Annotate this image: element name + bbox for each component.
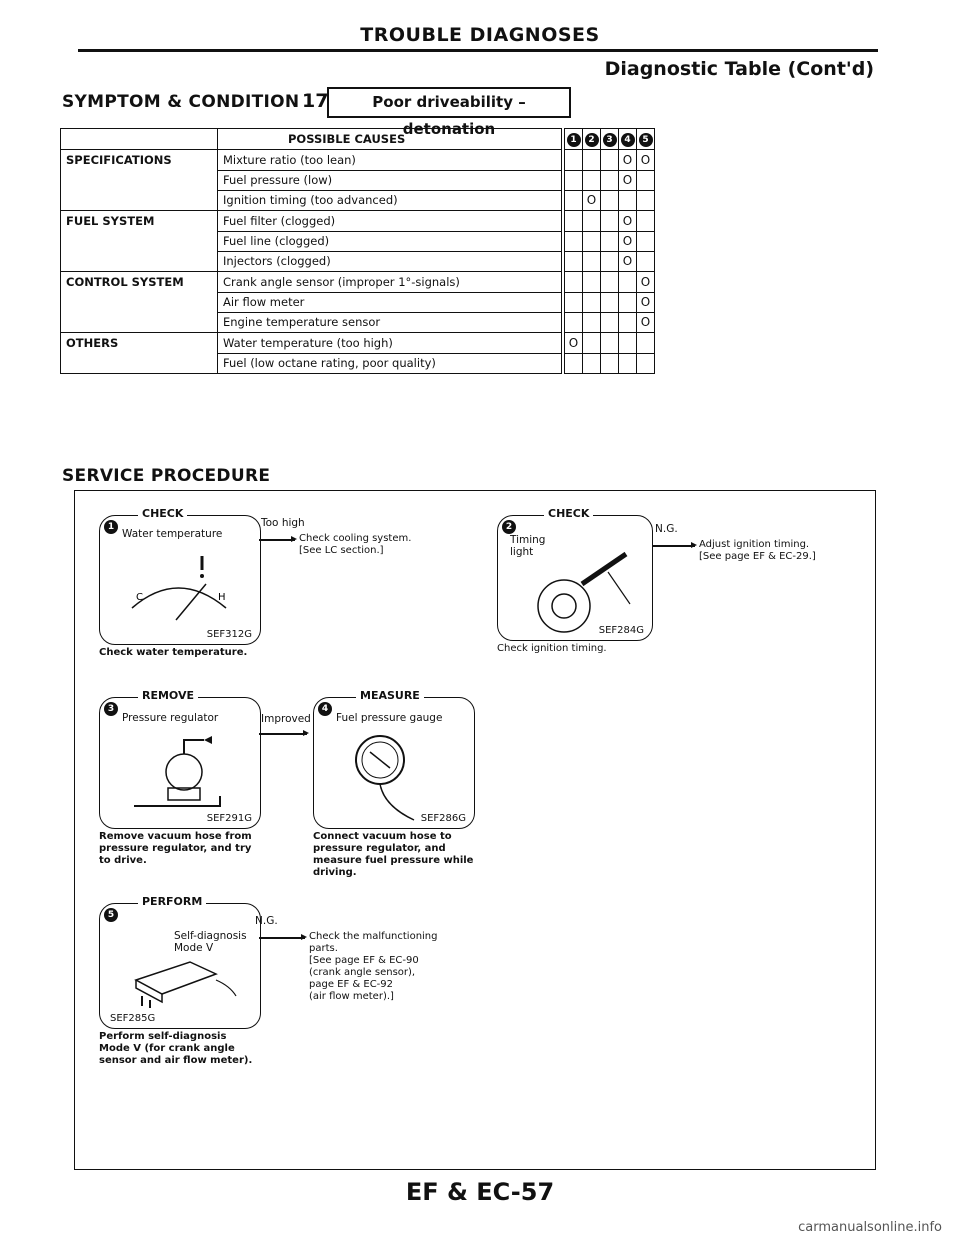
step-2-number-badge: 2 bbox=[502, 520, 516, 534]
table-row bbox=[61, 170, 655, 190]
check-cell bbox=[601, 312, 619, 333]
check-cell bbox=[583, 312, 601, 333]
table-row bbox=[61, 312, 655, 333]
step-column-header bbox=[619, 129, 637, 150]
step-1-caption: Check water temperature. bbox=[99, 647, 248, 658]
check-cell bbox=[601, 231, 619, 251]
header-rule bbox=[78, 49, 878, 52]
gauge-h-label: H bbox=[218, 592, 226, 603]
check-cell: O bbox=[619, 251, 637, 272]
step-5-arrow bbox=[259, 937, 305, 939]
procedure-frame bbox=[74, 490, 876, 1170]
procedure-title: SERVICE PROCEDURE bbox=[62, 466, 271, 486]
table-row bbox=[61, 190, 655, 211]
check-cell bbox=[619, 272, 637, 293]
page-header-title: TROUBLE DIAGNOSES bbox=[360, 24, 600, 46]
check-cell bbox=[637, 211, 655, 232]
step-1-action: CHECK bbox=[138, 507, 187, 520]
fuel-pressure-gauge-icon bbox=[334, 726, 454, 822]
step-1-number-badge: 1 bbox=[104, 520, 118, 534]
check-cell bbox=[619, 353, 637, 374]
step-column-header bbox=[565, 129, 583, 150]
step-column-header bbox=[601, 129, 619, 150]
check-cell bbox=[565, 353, 583, 374]
step-number-badge: 5 bbox=[639, 133, 653, 147]
symptom-label: SYMPTOM & CONDITION bbox=[62, 92, 300, 112]
check-cell: O bbox=[619, 170, 637, 190]
check-cell: O bbox=[637, 150, 655, 171]
step-4-action: MEASURE bbox=[356, 689, 424, 702]
check-cell bbox=[619, 292, 637, 312]
check-cell bbox=[601, 150, 619, 171]
cause-cell: Ignition timing (too advanced) bbox=[218, 190, 562, 211]
check-cell bbox=[601, 211, 619, 232]
check-cell bbox=[619, 312, 637, 333]
diagnostic-table bbox=[60, 128, 655, 374]
check-cell: O bbox=[619, 211, 637, 232]
step-3-caption: Remove vacuum hose from pressure regulator, and try to drive. bbox=[99, 831, 252, 866]
step-2-arrow bbox=[653, 545, 695, 547]
table-row bbox=[61, 272, 655, 293]
step-2-figure-id: SEF284G bbox=[598, 625, 644, 636]
step-number-badge: 4 bbox=[621, 133, 635, 147]
table-row bbox=[61, 333, 655, 354]
cause-cell: Fuel filter (clogged) bbox=[218, 211, 562, 232]
category-cell bbox=[61, 170, 218, 190]
step-5-action: PERFORM bbox=[138, 895, 206, 908]
step-4-box bbox=[313, 689, 475, 829]
check-cell bbox=[637, 251, 655, 272]
step-5-figure-id: SEF285G bbox=[110, 1013, 156, 1024]
watermark: carmanualsonline.info bbox=[798, 1220, 942, 1235]
table-row bbox=[61, 211, 655, 232]
check-cell bbox=[601, 251, 619, 272]
check-cell bbox=[565, 272, 583, 293]
check-cell: O bbox=[583, 190, 601, 211]
category-header-cell bbox=[61, 129, 218, 150]
check-cell bbox=[565, 292, 583, 312]
check-cell bbox=[565, 211, 583, 232]
cause-cell: Fuel (low octane rating, poor quality) bbox=[218, 353, 562, 374]
step-1-arrow bbox=[259, 539, 295, 541]
step-column-header bbox=[583, 129, 601, 150]
check-cell bbox=[583, 272, 601, 293]
check-cell bbox=[583, 231, 601, 251]
check-cell: O bbox=[637, 312, 655, 333]
step-1-result: Too high bbox=[261, 517, 305, 529]
check-cell bbox=[601, 292, 619, 312]
step-4-figure-id: SEF286G bbox=[420, 813, 466, 824]
step-number-badge: 2 bbox=[585, 133, 599, 147]
category-cell: FUEL SYSTEM bbox=[61, 211, 218, 232]
step-4-caption: Connect vacuum hose to pressure regulator, and measure fuel pressure while driving. bbox=[313, 831, 474, 878]
check-cell bbox=[583, 292, 601, 312]
step-3-box bbox=[99, 689, 261, 829]
step-1-next: Check cooling system. [See LC section.] bbox=[299, 533, 412, 556]
category-cell bbox=[61, 251, 218, 272]
check-cell: O bbox=[619, 231, 637, 251]
gauge-c-label: C bbox=[136, 592, 143, 603]
step-5-caption: Perform self-diagnosis Mode V (for crank angle sensor and air flow meter). bbox=[99, 1031, 253, 1066]
step-5-number-badge: 5 bbox=[104, 908, 118, 922]
check-cell bbox=[601, 170, 619, 190]
category-cell: SPECIFICATIONS bbox=[61, 150, 218, 171]
check-cell bbox=[619, 190, 637, 211]
check-cell: O bbox=[565, 333, 583, 354]
step-1-subject: Water temperature bbox=[122, 528, 223, 540]
cause-cell: Injectors (clogged) bbox=[218, 251, 562, 272]
check-cell bbox=[637, 170, 655, 190]
step-1-figure-id: SEF312G bbox=[206, 629, 252, 640]
check-cell bbox=[565, 170, 583, 190]
cause-cell: Mixture ratio (too lean) bbox=[218, 150, 562, 171]
step-4-subject: Fuel pressure gauge bbox=[336, 712, 443, 724]
category-cell bbox=[61, 353, 218, 374]
step-3-arrow bbox=[259, 733, 307, 735]
table-row bbox=[61, 353, 655, 374]
check-cell: O bbox=[619, 150, 637, 171]
table-row bbox=[61, 251, 655, 272]
step-number-badge: 1 bbox=[567, 133, 581, 147]
step-3-figure-id: SEF291G bbox=[206, 813, 252, 824]
table-row bbox=[61, 150, 655, 171]
check-cell bbox=[601, 272, 619, 293]
step-3-action: REMOVE bbox=[138, 689, 198, 702]
check-cell bbox=[637, 333, 655, 354]
cause-cell: Fuel pressure (low) bbox=[218, 170, 562, 190]
check-cell bbox=[601, 353, 619, 374]
check-cell bbox=[601, 190, 619, 211]
check-cell bbox=[565, 251, 583, 272]
check-cell bbox=[565, 231, 583, 251]
cause-cell: Water temperature (too high) bbox=[218, 333, 562, 354]
check-cell bbox=[583, 211, 601, 232]
step-2-caption: Check ignition timing. bbox=[497, 643, 607, 654]
table-row bbox=[61, 292, 655, 312]
step-2-action: CHECK bbox=[544, 507, 593, 520]
check-cell bbox=[619, 333, 637, 354]
check-cell bbox=[637, 190, 655, 211]
step-1-box bbox=[99, 507, 261, 645]
symptom-text: Poor driveability – detonation bbox=[327, 87, 571, 118]
causes-header: POSSIBLE CAUSES bbox=[218, 129, 562, 150]
cause-cell: Engine temperature sensor bbox=[218, 312, 562, 333]
step-5-result: N.G. bbox=[255, 915, 278, 927]
step-2-box bbox=[497, 507, 653, 641]
category-cell: OTHERS bbox=[61, 333, 218, 354]
cause-cell: Air flow meter bbox=[218, 292, 562, 312]
check-cell bbox=[583, 353, 601, 374]
check-cell bbox=[601, 333, 619, 354]
step-5-subject: Self-diagnosis Mode V bbox=[174, 930, 247, 954]
check-cell bbox=[565, 312, 583, 333]
step-5-box bbox=[99, 895, 261, 1029]
step-5-next: Check the malfunctioning parts. [See page EF & EC-90 (crank angle sensor), page EF & EC-92 (air flow meter).] bbox=[309, 931, 438, 1002]
step-column-header bbox=[637, 129, 655, 150]
step-2-next: Adjust ignition timing. [See page EF & EC-29.] bbox=[699, 539, 816, 562]
check-cell bbox=[565, 150, 583, 171]
check-cell bbox=[583, 170, 601, 190]
check-cell bbox=[637, 231, 655, 251]
check-cell: O bbox=[637, 272, 655, 293]
pressure-regulator-icon bbox=[124, 730, 244, 816]
water-temp-gauge-icon bbox=[118, 548, 238, 628]
category-cell bbox=[61, 231, 218, 251]
cause-cell: Fuel line (clogged) bbox=[218, 231, 562, 251]
category-cell bbox=[61, 292, 218, 312]
step-2-subject: Timing light bbox=[510, 534, 546, 558]
check-cell bbox=[583, 333, 601, 354]
table-row bbox=[61, 231, 655, 251]
check-cell bbox=[637, 353, 655, 374]
step-3-subject: Pressure regulator bbox=[122, 712, 219, 724]
step-3-result: Improved bbox=[261, 713, 311, 725]
check-cell bbox=[583, 150, 601, 171]
step-3-number-badge: 3 bbox=[104, 702, 118, 716]
step-4-number-badge: 4 bbox=[318, 702, 332, 716]
category-cell: CONTROL SYSTEM bbox=[61, 272, 218, 293]
check-cell: O bbox=[637, 292, 655, 312]
symptom-number: 17 bbox=[302, 90, 329, 112]
category-cell bbox=[61, 190, 218, 211]
check-cell bbox=[565, 190, 583, 211]
cause-cell: Crank angle sensor (improper 1°-signals) bbox=[218, 272, 562, 293]
table-header-row bbox=[61, 129, 655, 150]
category-cell bbox=[61, 312, 218, 333]
timing-light-icon bbox=[512, 544, 642, 636]
self-diagnosis-connector-icon bbox=[130, 956, 250, 1010]
step-number-badge: 3 bbox=[603, 133, 617, 147]
page-number: EF & EC-57 bbox=[405, 1178, 555, 1206]
section-title: Diagnostic Table (Cont'd) bbox=[604, 58, 874, 80]
check-cell bbox=[583, 251, 601, 272]
step-2-result: N.G. bbox=[655, 523, 678, 535]
